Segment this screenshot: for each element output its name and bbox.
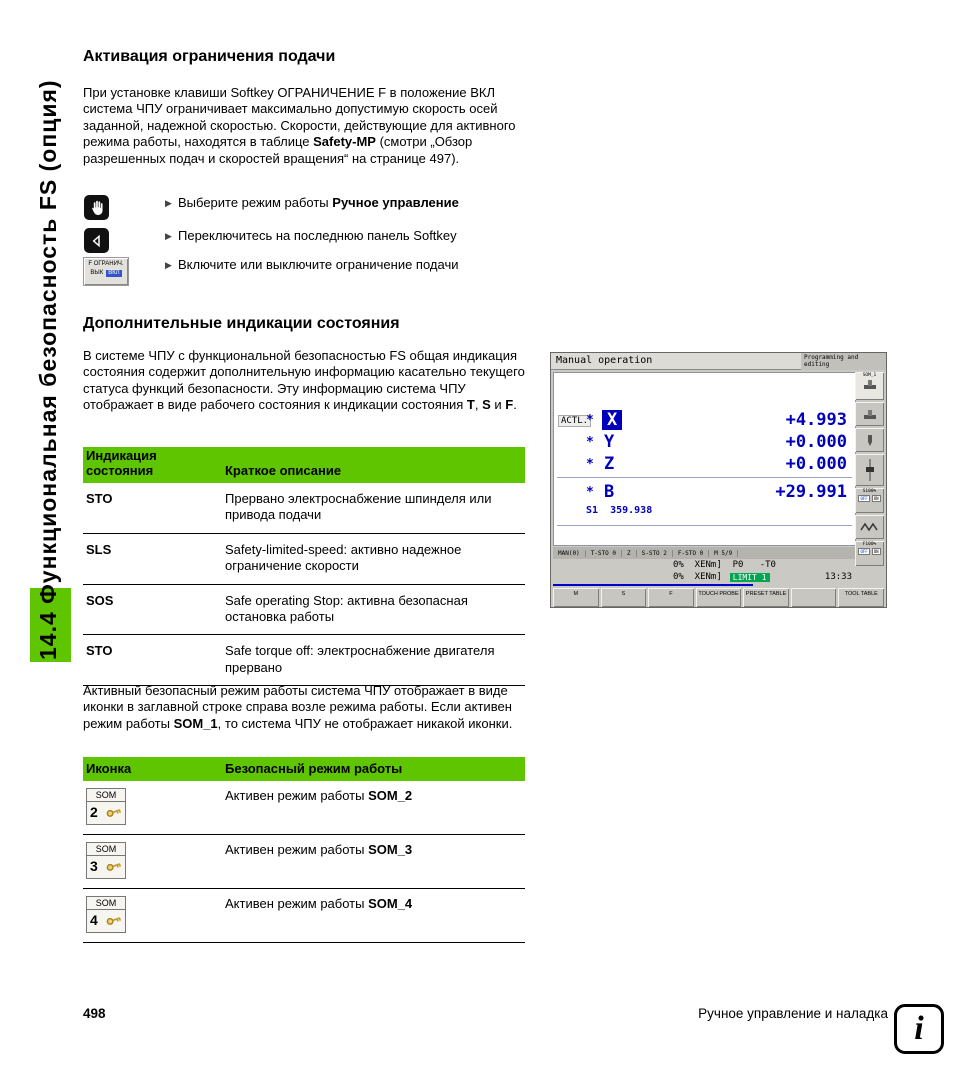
override-line-2 <box>673 572 856 582</box>
axis-row-b <box>586 481 847 503</box>
table-row <box>83 534 525 585</box>
tool-status-icon-box <box>855 428 884 452</box>
table-header-indication: Индикация состояния <box>86 448 157 478</box>
table-header-row <box>83 447 525 483</box>
ref-mark-icon: * <box>586 412 594 428</box>
screen-right-panel <box>855 372 884 566</box>
paragraph-text: При установке клавиши Softkey ОГРАНИЧЕНИЕ F в положение ВКЛ система ЧПУ ограничивает максимально допустимую скорость осей заданной, надежной скоростью. Скорости, действующие для активного режима работы, находятся в таблице <box>83 85 516 150</box>
ref-mark-icon: * <box>586 484 594 500</box>
status-item: F-STO 0 <box>673 550 709 557</box>
axis-value: +29.991 <box>775 482 847 502</box>
table-header-row <box>83 757 525 781</box>
som-icon-number: 3 <box>90 858 98 874</box>
step-text-run: Выберите режим работы <box>178 195 333 210</box>
text-run: Активен режим работы <box>225 896 369 911</box>
feed-override-box <box>855 541 884 566</box>
ref-mark-icon: * <box>586 434 594 450</box>
status-indication-table <box>83 447 525 686</box>
step-text <box>178 195 518 211</box>
status-description: Safety-limited-speed: активно надежное ограничение скорости <box>225 541 462 574</box>
chevron-left-icon <box>89 233 105 249</box>
machine-status-icon-box <box>855 402 884 426</box>
table-row <box>83 781 525 835</box>
section-title-activation: Активация ограничения подачи <box>83 48 336 65</box>
status-item: MAN(0) <box>553 550 586 557</box>
step-text-bold: Ручное управление <box>332 195 459 210</box>
softkey-touch-probe: TOUCH PROBE <box>696 588 742 607</box>
tool-icon <box>862 434 878 446</box>
s-override-label: S100% <box>862 489 877 494</box>
som-badge-label: SOM_1 <box>862 373 877 378</box>
text-run: Активен режим работы <box>225 788 369 803</box>
softkey-empty <box>791 588 837 607</box>
f-override-label: F100% <box>862 542 877 547</box>
status-term: STO <box>86 643 113 659</box>
table-header-icon: Иконка <box>86 761 132 776</box>
override-text: 0% XENm] <box>673 572 722 582</box>
table-row <box>83 483 525 534</box>
status-paragraph <box>83 348 530 414</box>
manual-mode-key-icon <box>84 195 109 220</box>
operating-mode-title: Manual operation <box>551 353 801 370</box>
status-term: SLS <box>86 541 112 557</box>
status-description: Safe operating Stop: активна безопасная остановка работы <box>225 592 468 625</box>
info-icon: i <box>894 1004 944 1054</box>
override-line-1: 0% XENm] P0 -T0 <box>673 560 776 570</box>
som-mode-text <box>223 842 525 881</box>
axis-value: +0.000 <box>785 454 847 474</box>
on-label: ON <box>873 496 879 501</box>
som1-badge <box>855 372 884 400</box>
som-mode-term: SOM_4 <box>368 896 413 911</box>
s-onoff <box>855 495 884 502</box>
section-title-status-indications: Дополнительные индикации состояния <box>83 315 400 332</box>
page-number: 498 <box>83 1006 106 1021</box>
som3-icon <box>86 842 126 879</box>
table-row <box>83 585 525 636</box>
axis-divider <box>557 525 852 526</box>
feed-limit-softkey-icon <box>83 257 129 286</box>
axis-row-y <box>586 431 847 453</box>
softkey-f: F <box>648 588 694 607</box>
footer-chapter-context: Ручное управление и наладка <box>698 1006 888 1021</box>
activation-paragraph <box>83 85 530 167</box>
softkey-on-label: ВКЛ <box>108 270 120 276</box>
paragraph-text: Активный безопасный режим работы система ЧПУ отображает в виде иконки в заглавной строке справа возле режима работы. Если активен режим работы <box>83 683 512 731</box>
actl-label: ACTL. <box>558 415 591 427</box>
softkey-m: M <box>553 588 599 607</box>
som-icon-cell <box>83 788 223 827</box>
axis-name: Z <box>604 454 615 474</box>
cnc-screenshot <box>550 352 887 608</box>
feed-icon-box <box>855 515 884 539</box>
som-icon-number: 4 <box>90 912 98 928</box>
table-row <box>83 635 525 686</box>
off-label: OFF <box>860 496 868 501</box>
softkey-label: F ОГРАНИЧ. <box>88 261 124 267</box>
status-description: Прервано электроснабжение шпинделя или привода подачи <box>225 491 492 523</box>
arrow-left-key-icon <box>84 228 109 253</box>
paragraph-text: , <box>474 397 483 413</box>
step-text: Включите или выключите ограничение подачи <box>178 257 459 272</box>
status-description: Safe torque off: электроснабжение двигателя прервано <box>225 643 495 675</box>
on-label: ON <box>873 549 879 554</box>
position-display-area <box>553 372 856 546</box>
som-icon-label: SOM <box>87 789 125 802</box>
text-run: Активен режим работы <box>225 842 369 857</box>
status-strip <box>553 547 856 559</box>
status-term: SOS <box>86 592 114 608</box>
spindle-override-box <box>855 488 884 513</box>
som-icon-table <box>83 757 525 943</box>
softkey-row <box>553 588 884 607</box>
secondary-mode-title: Programming and editing <box>801 353 886 370</box>
safety-mp-term: Safety-MP <box>313 134 376 150</box>
paragraph-text: В системе ЧПУ с функциональной безопасностью FS общая индикация состояния содержит дополнительную информацию касательно текущего статуса функций безопасности. Эту информацию система ЧПУ отображает в виде рабочего состояния к индикации состояния <box>83 348 525 413</box>
softkey-preset-table: PRESET TABLE <box>743 588 789 607</box>
som4-icon <box>86 896 126 933</box>
status-item: M 5/9 <box>709 550 738 557</box>
override-slider-box <box>855 454 884 486</box>
axis-row-z <box>586 453 847 475</box>
som-icon-cell <box>83 842 223 881</box>
som-paragraph <box>83 683 530 732</box>
paragraph-text: и <box>490 397 506 413</box>
step-bullet-icon: ▶ <box>165 198 172 208</box>
som-mode-text <box>223 788 525 827</box>
machine-icon <box>862 408 878 420</box>
clock: 13:33 <box>824 572 852 582</box>
zigzag-icon <box>860 522 880 532</box>
status-item: T-STO 0 <box>586 550 622 557</box>
ref-mark-icon: * <box>586 456 594 472</box>
table-row <box>83 835 525 889</box>
axis-value: +0.000 <box>785 432 847 452</box>
status-term: STO <box>86 491 113 506</box>
axis-value: +4.993 <box>785 410 847 430</box>
paragraph-text: (смотри „Обзор разрешенных подач и скоростей вращения“ на странице 497). <box>83 134 473 166</box>
key-icon <box>105 913 123 927</box>
table-row <box>83 889 525 943</box>
s-term: S <box>482 397 491 413</box>
axis-divider <box>557 477 852 478</box>
separator-line <box>553 584 753 586</box>
status-item: S-STO 2 <box>637 550 673 557</box>
key-icon <box>105 859 123 873</box>
status-item: Z <box>622 550 637 557</box>
screen-header <box>551 353 886 370</box>
axis-name: B <box>604 482 615 502</box>
som-mode-text <box>223 896 525 935</box>
softkey-s: S <box>601 588 647 607</box>
key-icon <box>105 805 123 819</box>
table-header-description: Краткое описание <box>225 463 342 478</box>
som-mode-term: SOM_2 <box>368 788 413 803</box>
som-icon-label: SOM <box>87 843 125 856</box>
machine-icon <box>862 378 878 390</box>
limit-badge: LIMIT 1 <box>730 573 770 582</box>
hand-icon <box>88 199 105 216</box>
som1-term: SOM_1 <box>173 715 218 731</box>
step-bullet-icon: ▶ <box>165 231 172 241</box>
axis-row-x <box>586 409 847 431</box>
off-label: OFF <box>860 549 868 554</box>
step-text: Переключитесь на последнюю панель Softkey <box>178 228 457 243</box>
softkey-off-label: ВЫК <box>90 270 104 276</box>
paragraph-text: , то система ЧПУ не отображает никакой иконки. <box>217 715 513 731</box>
slider-icon <box>865 457 875 483</box>
softkey-toggle-state <box>84 270 128 277</box>
step-bullet-icon: ▶ <box>165 260 172 270</box>
axis-name: Y <box>604 432 615 452</box>
som2-icon <box>86 788 126 825</box>
f-onoff <box>855 548 884 555</box>
paragraph-text: . <box>513 397 517 413</box>
som-icon-cell <box>83 896 223 935</box>
som-mode-term: SOM_3 <box>368 842 413 857</box>
f-term: F <box>505 397 514 413</box>
chapter-title-vertical: 14.4 Функциональная безопасность FS (опция) <box>35 79 61 660</box>
t-term: T <box>466 397 475 413</box>
axis-name: X <box>602 410 622 430</box>
spindle-speed: S1 359.938 <box>586 505 653 516</box>
softkey-tool-table: TOOL TABLE <box>838 588 884 607</box>
som-icon-label: SOM <box>87 897 125 910</box>
som-icon-number: 2 <box>90 804 98 820</box>
table-header-mode: Безопасный режим работы <box>225 761 403 776</box>
